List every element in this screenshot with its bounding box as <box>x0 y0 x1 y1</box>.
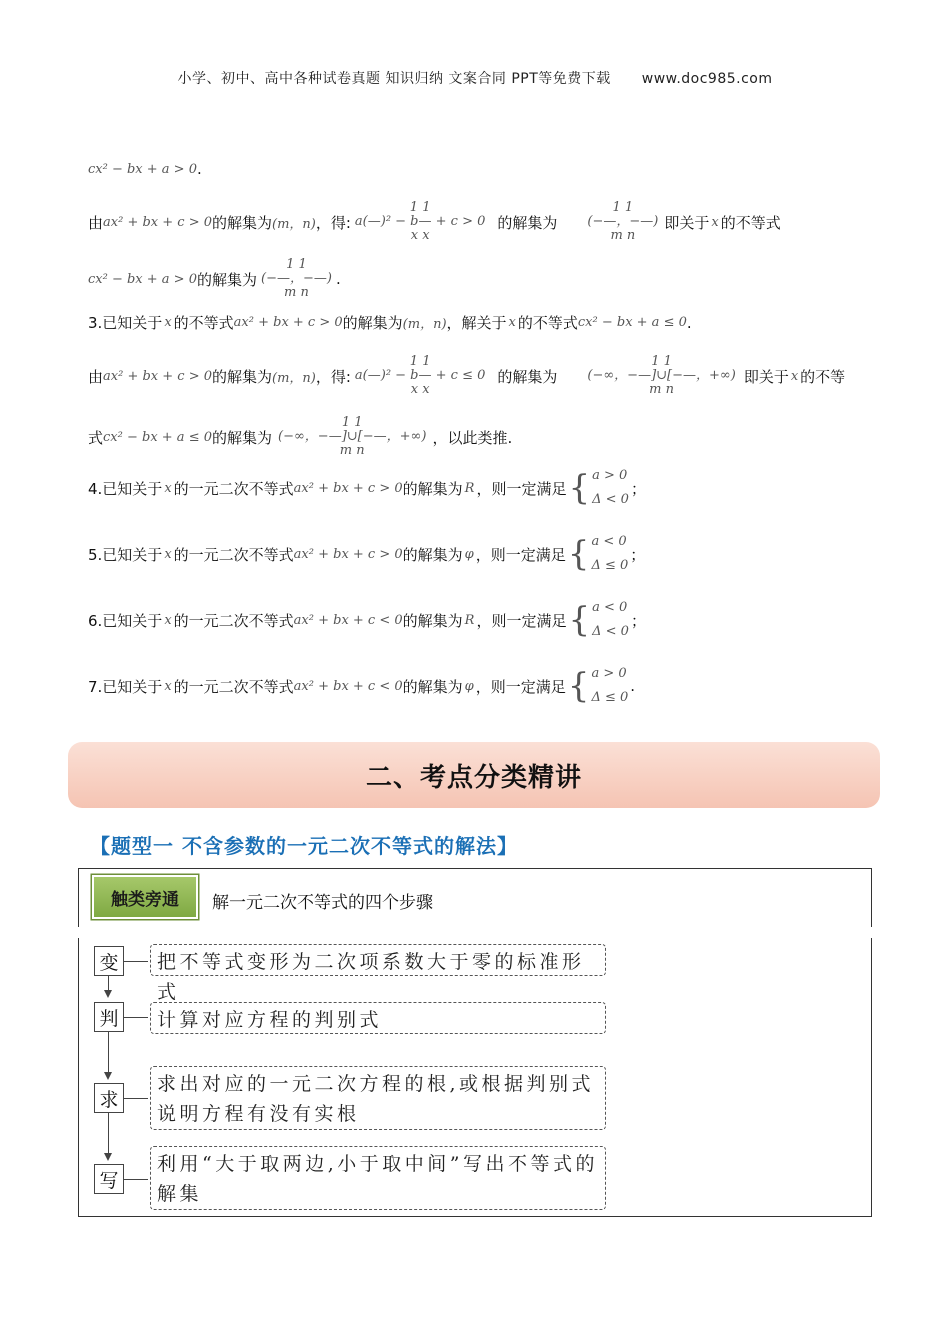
text: 的解集为 <box>497 213 558 232</box>
math-var: x <box>164 678 172 694</box>
cond-row: a > 0 <box>592 468 628 483</box>
text: 的解集为 <box>497 367 558 386</box>
text: 的不等式 <box>517 314 578 332</box>
math-fraction-expr <box>587 201 658 243</box>
text: ，则一定满足 <box>476 479 567 498</box>
connector <box>124 1017 148 1018</box>
step-key-2: 判 <box>94 1002 124 1032</box>
math-var: x <box>711 214 719 230</box>
brace-icon: { <box>568 600 591 640</box>
math-expr: ax² + bx + c > 0 <box>293 480 403 496</box>
condition-system <box>568 464 628 512</box>
text: ，得: <box>315 367 351 386</box>
flow-line <box>108 976 109 990</box>
text-line-2 <box>88 196 781 248</box>
text: 的解集为 <box>212 213 273 232</box>
math-expr: ax² + bx + c > 0 <box>233 315 343 330</box>
text-line-5 <box>88 350 845 402</box>
text: 即关于 <box>664 213 710 232</box>
condition-system <box>568 662 628 710</box>
step-key-1: 变 <box>94 946 124 976</box>
math-set: R <box>464 480 475 496</box>
math-var: x <box>164 315 172 330</box>
frac-mid: (−—，−—) <box>587 214 659 229</box>
frac-top: 1 1 <box>651 354 672 369</box>
text: 的不等 <box>800 367 846 386</box>
step-key-3: 求 <box>94 1083 124 1113</box>
text: 的解集为 <box>402 545 463 564</box>
math-expr: cx² − bx + a > 0 <box>88 271 197 287</box>
text: 由 <box>88 213 104 232</box>
text: ，则一定满足 <box>475 677 566 696</box>
frac-top: 1 1 <box>286 257 307 272</box>
frac-bot: m n <box>339 443 365 458</box>
text-line-3 <box>88 254 341 304</box>
connector <box>124 1098 148 1099</box>
frac-bot: m n <box>649 382 675 397</box>
tip-tag: 触类旁通 <box>92 875 198 919</box>
math-expr: cx² − bx + a ≤ 0 <box>577 315 687 330</box>
text: ； <box>630 479 646 498</box>
connector <box>124 1179 148 1180</box>
brace-icon: { <box>568 468 591 508</box>
text: 的一元二次不等式 <box>173 545 294 564</box>
math-expr: ax² + bx + c < 0 <box>293 612 403 628</box>
text: 3.已知关于 <box>88 314 163 332</box>
math-expr: ax² + bx + c > 0 <box>103 368 212 384</box>
cond-row: Δ ≤ 0 <box>591 690 629 705</box>
text: ； <box>630 611 646 630</box>
math-set: φ <box>464 678 474 694</box>
step-text-3: 求出对应的一元二次方程的根,或根据判别式说明方程有没有实根 <box>150 1066 606 1130</box>
flow-line <box>108 1113 109 1153</box>
step-key-4: 写 <box>94 1164 124 1194</box>
text: ； <box>630 545 646 564</box>
text: ，则一定满足 <box>476 611 567 630</box>
math-expr: cx² − bx + a ≤ 0 <box>103 429 212 445</box>
math-var: x <box>164 480 172 496</box>
tip-description: 解一元二次不等式的四个步骤 <box>212 893 433 913</box>
text: 的解集为 <box>212 367 273 386</box>
arrow-down-icon <box>104 1153 112 1161</box>
step-text-2: 计算对应方程的判别式 <box>150 1002 606 1034</box>
math-fraction-expr <box>278 416 426 458</box>
text-line-4 <box>88 312 692 333</box>
condition-system <box>568 596 628 644</box>
text: 的不等式 <box>720 213 781 232</box>
page-header <box>0 68 950 88</box>
text: ，得: <box>315 213 351 232</box>
frac-mid: a(—)² − b— + c > 0 <box>354 214 486 229</box>
frac-bot: x x <box>410 228 430 243</box>
math-set: R <box>464 612 475 628</box>
frac-mid: a(—)² − b— + c ≤ 0 <box>354 368 486 383</box>
frac-bot: m n <box>610 228 636 243</box>
text: 的解集为 <box>402 677 463 696</box>
text: 的一元二次不等式 <box>173 479 294 498</box>
frac-mid: (−—，−—) <box>261 271 332 286</box>
frac-bot: x x <box>410 382 430 397</box>
text: 的解集为 <box>342 314 403 332</box>
frac-top: 1 1 <box>612 200 634 215</box>
text: 的一元二次不等式 <box>173 677 294 696</box>
text: 的一元二次不等式 <box>173 611 294 630</box>
text: 的解集为 <box>212 428 273 447</box>
text: 的解集为 <box>402 611 463 630</box>
section-banner: 二、考点分类精讲 <box>68 742 880 808</box>
text: 的解集为 <box>196 270 257 289</box>
text: 5.已知关于 <box>88 545 163 564</box>
text: ，解关于 <box>446 314 507 332</box>
math-expr: (m，n) <box>272 216 316 232</box>
math-expr: (m，n) <box>402 317 447 332</box>
math-expr: ax² + bx + c < 0 <box>293 678 403 694</box>
arrow-down-icon <box>104 1072 112 1080</box>
text: 6.已知关于 <box>88 611 163 630</box>
frac-top: 1 1 <box>409 200 431 215</box>
cond-row: a < 0 <box>592 600 628 615</box>
header-text: 小学、初中、高中各种试卷真题 知识归纳 文案合同 PPT等免费下载 <box>177 71 611 87</box>
text: ，则一定满足 <box>475 545 566 564</box>
brace-icon: { <box>567 534 590 574</box>
rule-item-4 <box>88 462 646 514</box>
frac-top: 1 1 <box>409 354 431 369</box>
text: . <box>630 677 636 695</box>
math-expr: cx² − bx + a > 0 <box>88 161 197 177</box>
math-var: x <box>508 315 516 330</box>
cond-row: Δ < 0 <box>592 492 629 507</box>
flow-line <box>108 1032 109 1072</box>
text-line-1 <box>88 160 202 178</box>
math-var: x <box>164 546 172 562</box>
text: 4.已知关于 <box>88 479 163 498</box>
math-expr: ax² + bx + c > 0 <box>293 546 403 562</box>
math-fraction-expr <box>355 201 485 243</box>
text: 的解集为 <box>402 479 463 498</box>
rule-item-5 <box>88 528 645 580</box>
text: 的不等式 <box>173 314 234 332</box>
frac-mid: (−∞，−—]∪[−—，+∞) <box>278 429 427 444</box>
topic-heading: 【题型一 不含参数的一元二次不等式的解法】 <box>90 834 518 858</box>
math-fraction-expr <box>355 355 485 397</box>
step-text-4: 利用“大于取两边,小于取中间”写出不等式的解集 <box>150 1146 606 1210</box>
text: 由 <box>88 367 104 386</box>
frac-top: 1 1 <box>341 415 363 430</box>
math-fraction-expr <box>587 355 735 397</box>
condition-system <box>568 530 628 578</box>
frac-bot: m n <box>284 285 309 300</box>
math-set: φ <box>464 546 474 562</box>
math-fraction-expr <box>261 258 332 300</box>
text: 式 <box>88 428 104 447</box>
text: 7.已知关于 <box>88 677 163 696</box>
cond-row: Δ ≤ 0 <box>591 558 629 573</box>
cond-row: a < 0 <box>591 534 627 549</box>
text: ，以此类推. <box>432 428 513 447</box>
cond-row: Δ < 0 <box>592 624 629 639</box>
step-text-1: 把不等式变形为二次项系数大于零的标准形式 <box>150 944 606 976</box>
text: . <box>335 270 341 288</box>
frac-mid: (−∞，−—]∪[−—，+∞) <box>587 368 736 383</box>
rule-item-7 <box>88 660 635 712</box>
text: . <box>196 160 202 178</box>
text: 即关于 <box>743 367 789 386</box>
math-var: x <box>790 368 799 384</box>
math-var: x <box>164 612 172 628</box>
arrow-down-icon <box>104 990 112 998</box>
text-line-6 <box>88 412 512 462</box>
rule-item-6 <box>88 594 646 646</box>
cond-row: a > 0 <box>591 666 627 681</box>
text: . <box>686 313 692 332</box>
math-expr: (m，n) <box>272 370 316 386</box>
connector <box>124 961 148 962</box>
math-expr: ax² + bx + c > 0 <box>103 214 212 230</box>
header-site: www.doc985.com <box>641 71 773 87</box>
brace-icon: { <box>567 666 590 706</box>
